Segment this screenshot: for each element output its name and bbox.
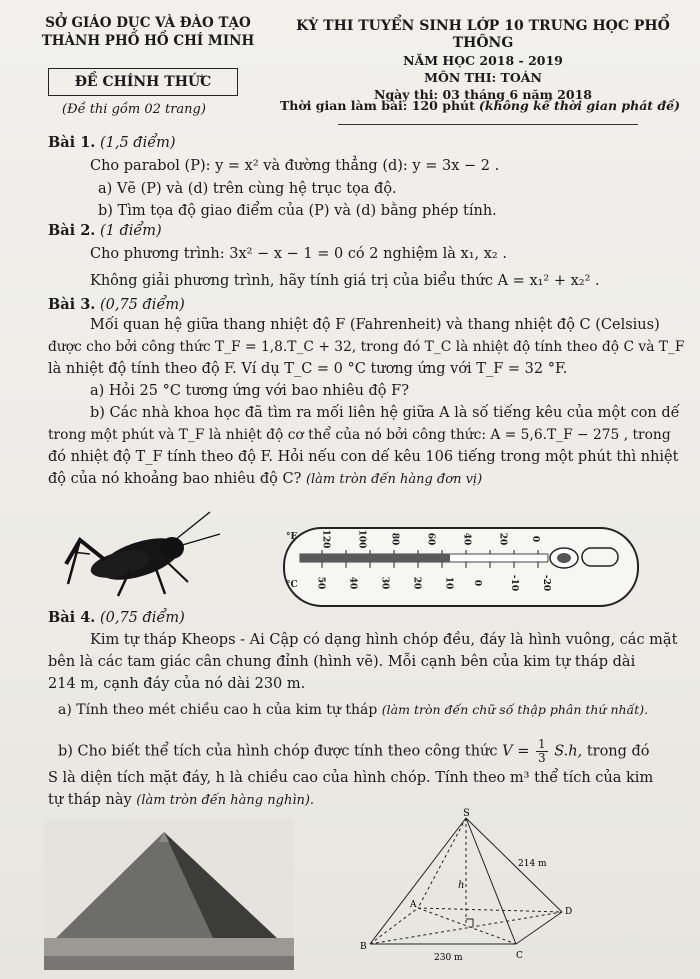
subject: MÔN THI: TOÁN [424,70,542,85]
edge-sb [370,818,466,944]
bai4-b1-v: V = [502,743,530,760]
thermo-c-label: °C [286,580,298,590]
thermo-f-tick: 20 [497,532,508,546]
label-b: B [360,942,367,952]
bai4-b1-rest: S.h, [554,743,583,760]
thermo-f-tick: 80 [389,532,400,546]
pyramid-photo [44,820,294,970]
dept-line-1: SỞ GIÁO DỤC VÀ ĐÀO TẠO [45,15,251,31]
bai4-a-note: (làm tròn đến chữ số thập phân thứ nhất). [381,702,649,717]
edge-ba [370,908,418,944]
bai3-b1: b) Các nhà khoa học đã tìm ra mối liên hệ giữa A là số tiếng kêu của một con dế [90,405,680,421]
bai4-b3: tự tháp này [48,792,132,808]
exam-title: KỲ THI TUYỂN SINH LỚP 10 TRUNG HỌC PHỔ THÔNG [296,18,670,51]
label-s: S [463,808,470,819]
bai4-b2: S là diện tích mặt đáy, h là chiều cao của hình chóp. Tính theo m³ thể tích của kim [48,770,654,786]
bai1-points: (1,5 điểm) [99,135,176,151]
exam-title-block [268,18,698,103]
thermometer-image [282,524,642,610]
time-line [262,98,698,113]
thermo-c-tick: 50 [315,576,326,590]
bai4-p2: bên là các tam giác cân chung đỉnh (hình vẽ). Mỗi cạnh bên của kim tự tháp dài [48,654,636,670]
label-base: 230 m [434,953,463,963]
bai4-a: a) Tính theo mét chiều cao h của kim tự tháp [58,702,378,718]
thermo-f-tick: 60 [425,532,436,546]
cricket-image [60,504,260,604]
bai3-points: (0,75 điểm) [99,297,185,313]
edge-sd [466,818,562,912]
label-h: h [458,880,465,891]
thermo-f-label: °F [286,532,297,542]
label-c: C [516,951,523,961]
bai4-p3: 214 m, cạnh đáy của nó dài 230 m. [48,676,306,692]
bai3-b4-note: (làm tròn đến hàng đơn vị) [305,472,483,487]
bai4-b1-fraction [536,738,548,765]
dept-line-2: THÀNH PHỐ HỒ CHÍ MINH [41,33,255,49]
bai3-b3: đó nhiệt độ T_F tính theo độ F. Hỏi nếu con dế kêu 106 tiếng trong một phút thì nhiệt [48,449,679,465]
bai3-heading [48,295,688,315]
bai3-a: a) Hỏi 25 °C tương ứng với bao nhiêu độ F? [90,383,409,399]
bai4-p1: Kim tự tháp Kheops - Ai Cập có dạng hình chóp đều, đáy là hình vuông, các mặt [90,632,678,648]
bai4-points: (0,75 điểm) [99,610,185,626]
bai2-title: Bài 2. [48,222,96,239]
bai4-heading [48,608,688,628]
thermo-c-tick: 0 [472,579,483,587]
thermo-c-tick: 10 [443,576,454,590]
bai1-b: b) Tìm tọa độ giao điểm của (P) và (d) bằng phép tính. [98,203,497,219]
bai2-points: (1 điểm) [99,223,162,239]
bai1-title: Bài 1. [48,134,96,151]
bai4-b3-note: (làm tròn đến hàng nghìn). [136,793,315,808]
bai2-heading [48,221,688,241]
bai1-heading [48,133,688,153]
bai4-b1-line [58,738,698,765]
fraction-num: 1 [537,737,546,751]
bai3-title: Bài 3. [48,296,96,313]
bai4-a-line [58,700,698,720]
official-label: ĐỀ CHÍNH THỨC [48,68,238,96]
bai4-b1-post: trong đó [586,743,650,760]
pages-note: (Đề thi gồm 02 trang) [62,102,206,117]
pyramid-diagram [356,808,588,978]
thermo-f-tick: 40 [461,532,472,546]
bai2-line2: Không giải phương trình, hãy tính giá trị của biểu thức A = x₁² + x₂² . [90,273,600,289]
time-note: (không kể thời gian phát đề) [478,98,681,113]
thermo-c-tick: 20 [411,576,422,590]
thermo-f-tick: 100 [356,529,367,549]
bai3-p2: được cho bởi công thức T_F = 1,8.T_C + 32, trong đó T_C là nhiệt độ tính theo độ C và T_F [48,339,685,355]
bai3-b2: trong một phút và T_F là nhiệt độ cơ thể của nó bởi công thức: A = 5,6.T_F − 275 , trong [48,427,671,443]
edge-sa [418,818,466,908]
school-year: NĂM HỌC 2018 - 2019 [403,53,563,68]
thermo-c-tick: 40 [347,576,358,590]
bai4-b1-pre: b) Cho biết thể tích của hình chóp được tính theo công thức [58,743,498,760]
bai3-p1: Mối quan hệ giữa thang nhiệt độ F (Fahrenheit) và thang nhiệt độ C (Celsius) [90,317,660,333]
thermo-f-tick: 120 [320,529,331,549]
thermo-c-tick: -10 [509,574,520,592]
edge-cd [516,912,562,944]
bai2-line1: Cho phương trình: 3x² − x − 1 = 0 có 2 nghiệm là x₁, x₂ . [90,246,507,262]
time-label: Thời gian làm bài: 120 phút [279,98,475,113]
thermo-f-tick: 0 [530,535,541,543]
exam-date: Ngày thi: 03 tháng 6 năm 2018 [374,87,592,102]
bai1-line1: Cho parabol (P): y = x² và đường thẳng (d): y = 3x − 2 . [90,158,500,174]
right-angle-mark [466,919,473,926]
department-block [28,14,268,50]
edge-ad [418,908,562,912]
fraction-den: 3 [537,751,546,765]
bai3-b4: độ của nó khoảng bao nhiêu độ C? [48,471,302,487]
thermo-c-tick: 30 [379,576,390,590]
label-a: A [410,900,417,910]
diag-ac [418,908,516,944]
label-d: D [565,907,573,917]
bai3-p3: là nhiệt độ tính theo độ F. Ví dụ T_C = 0 °C tương ứng với T_F = 32 °F. [48,361,568,377]
bai4-title: Bài 4. [48,609,96,626]
label-edge: 214 m [518,859,547,869]
header-rule [338,124,638,125]
thermo-c-tick: -20 [541,574,552,592]
bai1-a: a) Vẽ (P) và (d) trên cùng hệ trục tọa độ. [98,181,397,197]
bai3-b4-line [48,470,693,489]
